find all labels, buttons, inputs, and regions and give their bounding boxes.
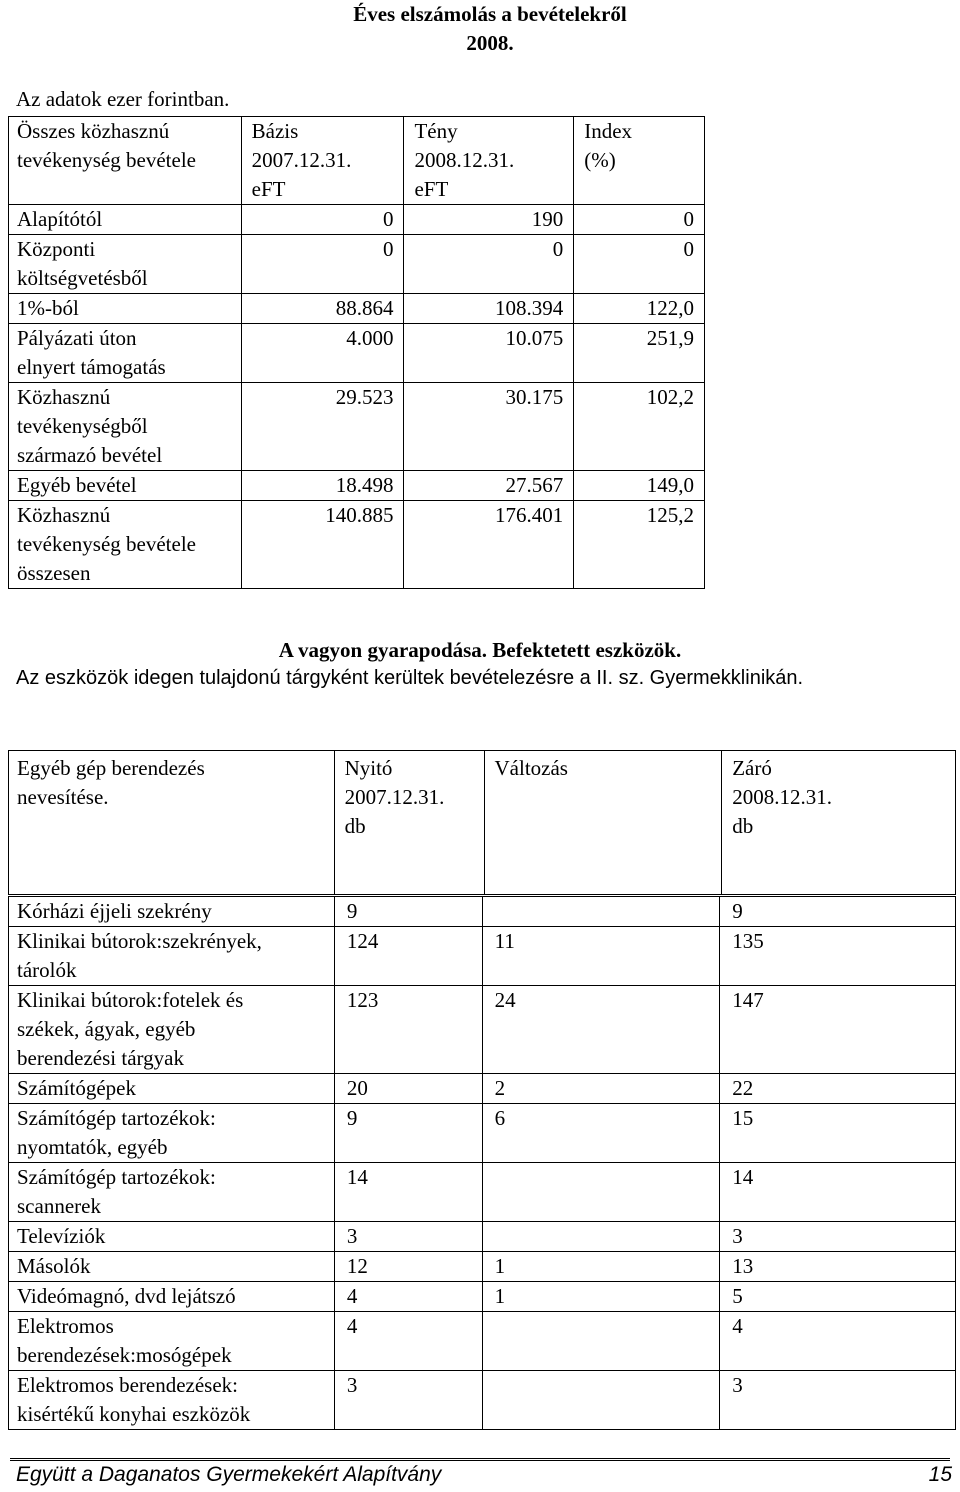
revenue-row-actual: 27.567 <box>404 471 574 501</box>
assets-table <box>8 896 956 1430</box>
revenue-header-actual-line: eFT <box>414 177 449 201</box>
assets-header-table <box>8 750 956 895</box>
table-row <box>9 1312 956 1371</box>
asset-label <box>9 1312 335 1371</box>
asset-open: 14 <box>334 1163 482 1222</box>
asset-label-line: tárolók <box>17 958 77 982</box>
asset-label-line: Elektromos <box>17 1314 114 1338</box>
revenue-row-actual: 176.401 <box>404 501 574 589</box>
assets-header-change-line: Változás <box>494 756 568 780</box>
asset-label-line: Kórházi éjjeli szekrény <box>17 899 212 923</box>
revenue-header-actual-line: Tény <box>414 119 458 143</box>
asset-label <box>9 1222 335 1252</box>
revenue-row-index: 251,9 <box>574 324 705 383</box>
footer-divider <box>10 1458 950 1461</box>
revenue-header-base-line: Bázis <box>251 119 299 143</box>
revenue-row-label-line: Alapítótól <box>17 207 103 231</box>
assets-header-label-line: Egyéb gép berendezés <box>17 756 205 780</box>
table-row <box>9 1222 956 1252</box>
revenue-row-label <box>9 205 242 235</box>
table-row <box>9 1163 956 1222</box>
asset-label-line: Klinikai bútorok:fotelek és <box>17 988 244 1012</box>
asset-close: 135 <box>720 927 956 986</box>
revenue-row-index: 122,0 <box>574 294 705 324</box>
revenue-row-label-line: tevékenységből <box>17 414 148 438</box>
revenue-row-actual: 30.175 <box>404 383 574 471</box>
assets-header-close-line: 2008.12.31. <box>732 785 832 809</box>
table-row <box>9 235 705 294</box>
table-row <box>9 1252 956 1282</box>
revenue-row-label-line: Egyéb bevétel <box>17 473 137 497</box>
report-year: 2008. <box>466 31 514 55</box>
asset-open: 12 <box>334 1252 482 1282</box>
asset-open: 9 <box>334 1104 482 1163</box>
asset-change <box>482 1371 720 1430</box>
revenue-row-index: 0 <box>574 235 705 294</box>
asset-label-line: nyomtatók, egyéb <box>17 1135 168 1159</box>
asset-label-line: Videómagnó, dvd lejátszó <box>17 1284 236 1308</box>
assets-subtitle: Az eszközök idegen tulajdonú tárgyként kerültek bevételezésre a II. sz. Gyermekklinikán. <box>16 667 804 689</box>
asset-label-line: Számítógépek <box>17 1076 136 1100</box>
revenue-row-label-line: Közhasznú <box>17 385 111 409</box>
asset-open: 124 <box>334 927 482 986</box>
asset-close: 13 <box>720 1252 956 1282</box>
asset-label-line: Számítógép tartozékok: <box>17 1165 216 1189</box>
assets-header-open-line: db <box>344 814 366 838</box>
revenue-row-label <box>9 324 242 383</box>
revenue-header-index-line: Index <box>584 119 633 143</box>
revenue-row-label-line: származó bevétel <box>17 443 163 467</box>
revenue-header-row <box>9 117 705 205</box>
asset-label <box>9 897 335 927</box>
asset-change: 24 <box>482 986 720 1074</box>
revenue-row-actual: 108.394 <box>404 294 574 324</box>
table-row <box>9 1074 956 1104</box>
asset-close: 147 <box>720 986 956 1074</box>
asset-label-line: berendezési tárgyak <box>17 1046 184 1070</box>
table-row <box>9 1104 956 1163</box>
asset-label <box>9 1163 335 1222</box>
asset-label-line: Számítógép tartozékok: <box>17 1106 216 1130</box>
assets-header-close <box>722 751 956 895</box>
revenue-row-label <box>9 471 242 501</box>
footer-page-number: 15 <box>928 1463 952 1486</box>
assets-header-change <box>484 751 722 895</box>
revenue-header-label-line: Összes közhasznú <box>17 119 170 143</box>
assets-heading: A vagyon gyarapodása. Befektetett eszközök. <box>278 638 682 662</box>
asset-label-line: Klinikai bútorok:szekrények, <box>17 929 262 953</box>
asset-close: 4 <box>720 1312 956 1371</box>
revenue-header-label <box>9 117 242 205</box>
table-row <box>9 383 705 471</box>
revenue-row-label <box>9 235 242 294</box>
assets-header-label-line: nevesítése. <box>17 785 109 809</box>
revenue-row-label-line: összesen <box>17 561 91 585</box>
revenue-row-base: 140.885 <box>241 501 404 589</box>
asset-change: 1 <box>482 1282 720 1312</box>
asset-label <box>9 1252 335 1282</box>
asset-label-line: Televíziók <box>17 1224 106 1248</box>
revenue-header-label-line: tevékenység bevétele <box>17 148 196 172</box>
revenue-row-label-line: Közhasznú <box>17 503 111 527</box>
table-row <box>9 471 705 501</box>
table-row <box>9 897 956 927</box>
asset-label-line: Elektromos berendezések: <box>17 1373 238 1397</box>
revenue-table <box>8 116 705 589</box>
assets-header-open-line: Nyitó <box>344 756 393 780</box>
asset-open: 4 <box>334 1312 482 1371</box>
revenue-row-index: 149,0 <box>574 471 705 501</box>
revenue-row-base: 0 <box>241 235 404 294</box>
revenue-row-index: 125,2 <box>574 501 705 589</box>
revenue-row-base: 4.000 <box>241 324 404 383</box>
asset-close: 9 <box>720 897 956 927</box>
asset-change: 2 <box>482 1074 720 1104</box>
asset-close: 15 <box>720 1104 956 1163</box>
table-row <box>9 1282 956 1312</box>
asset-open: 20 <box>334 1074 482 1104</box>
report-title: Éves elszámolás a bevételekről <box>353 2 627 26</box>
asset-change: 11 <box>482 927 720 986</box>
revenue-row-base: 29.523 <box>241 383 404 471</box>
asset-close: 5 <box>720 1282 956 1312</box>
revenue-row-label-line: elnyert támogatás <box>17 355 166 379</box>
asset-open: 9 <box>334 897 482 927</box>
asset-change <box>482 1312 720 1371</box>
revenue-row-label-line: Pályázati úton <box>17 326 137 350</box>
revenue-row-label-line: Központi <box>17 237 96 261</box>
revenue-row-label-line: 1%-ból <box>17 296 79 320</box>
revenue-row-label <box>9 501 242 589</box>
revenue-row-actual: 10.075 <box>404 324 574 383</box>
revenue-row-label-line: költségvetésből <box>17 266 148 290</box>
asset-change: 6 <box>482 1104 720 1163</box>
asset-label-line: Másolók <box>17 1254 91 1278</box>
asset-open: 3 <box>334 1371 482 1430</box>
revenue-row-base: 88.864 <box>241 294 404 324</box>
unit-note: Az adatok ezer forintban. <box>16 87 230 111</box>
revenue-header-actual <box>404 117 574 205</box>
assets-header-open <box>334 751 484 895</box>
asset-label-line: kisértékű konyhai eszközök <box>17 1402 251 1426</box>
table-row <box>9 324 705 383</box>
assets-header-row <box>9 751 956 895</box>
asset-label <box>9 1104 335 1163</box>
asset-change <box>482 1163 720 1222</box>
assets-header-label <box>9 751 335 895</box>
revenue-row-base: 18.498 <box>241 471 404 501</box>
table-row <box>9 927 956 986</box>
assets-header-close-line: Záró <box>732 756 772 780</box>
revenue-row-index: 102,2 <box>574 383 705 471</box>
asset-open: 4 <box>334 1282 482 1312</box>
revenue-header-base-line: eFT <box>251 177 286 201</box>
asset-close: 14 <box>720 1163 956 1222</box>
revenue-row-base: 0 <box>241 205 404 235</box>
asset-change <box>482 1222 720 1252</box>
revenue-header-actual-line: 2008.12.31. <box>414 148 515 172</box>
asset-label-line: scannerek <box>17 1194 101 1218</box>
assets-header-close-line: db <box>732 814 754 838</box>
asset-open: 3 <box>334 1222 482 1252</box>
asset-open: 123 <box>334 986 482 1074</box>
asset-label-line: székek, ágyak, egyéb <box>17 1017 196 1041</box>
asset-close: 3 <box>720 1222 956 1252</box>
asset-close: 22 <box>720 1074 956 1104</box>
asset-label <box>9 1074 335 1104</box>
asset-label-line: berendezések:mosógépek <box>17 1343 232 1367</box>
revenue-row-label-line: tevékenység bevétele <box>17 532 196 556</box>
revenue-header-base-line: 2007.12.31. <box>251 148 352 172</box>
revenue-header-index <box>574 117 705 205</box>
asset-change <box>482 897 720 927</box>
revenue-header-index-line: (%) <box>584 148 616 172</box>
asset-label <box>9 986 335 1074</box>
revenue-header-base <box>241 117 404 205</box>
asset-label <box>9 1371 335 1430</box>
asset-label <box>9 927 335 986</box>
table-row <box>9 205 705 235</box>
asset-close: 3 <box>720 1371 956 1430</box>
revenue-row-actual: 0 <box>404 235 574 294</box>
table-row <box>9 294 705 324</box>
assets-header-open-line: 2007.12.31. <box>344 785 445 809</box>
footer-organization: Együtt a Daganatos Gyermekekért Alapítvány <box>16 1463 442 1486</box>
revenue-row-label <box>9 383 242 471</box>
asset-change: 1 <box>482 1252 720 1282</box>
table-row <box>9 501 705 589</box>
revenue-row-index: 0 <box>574 205 705 235</box>
revenue-row-label <box>9 294 242 324</box>
table-row <box>9 1371 956 1430</box>
table-row <box>9 986 956 1074</box>
asset-label <box>9 1282 335 1312</box>
revenue-row-actual: 190 <box>404 205 574 235</box>
